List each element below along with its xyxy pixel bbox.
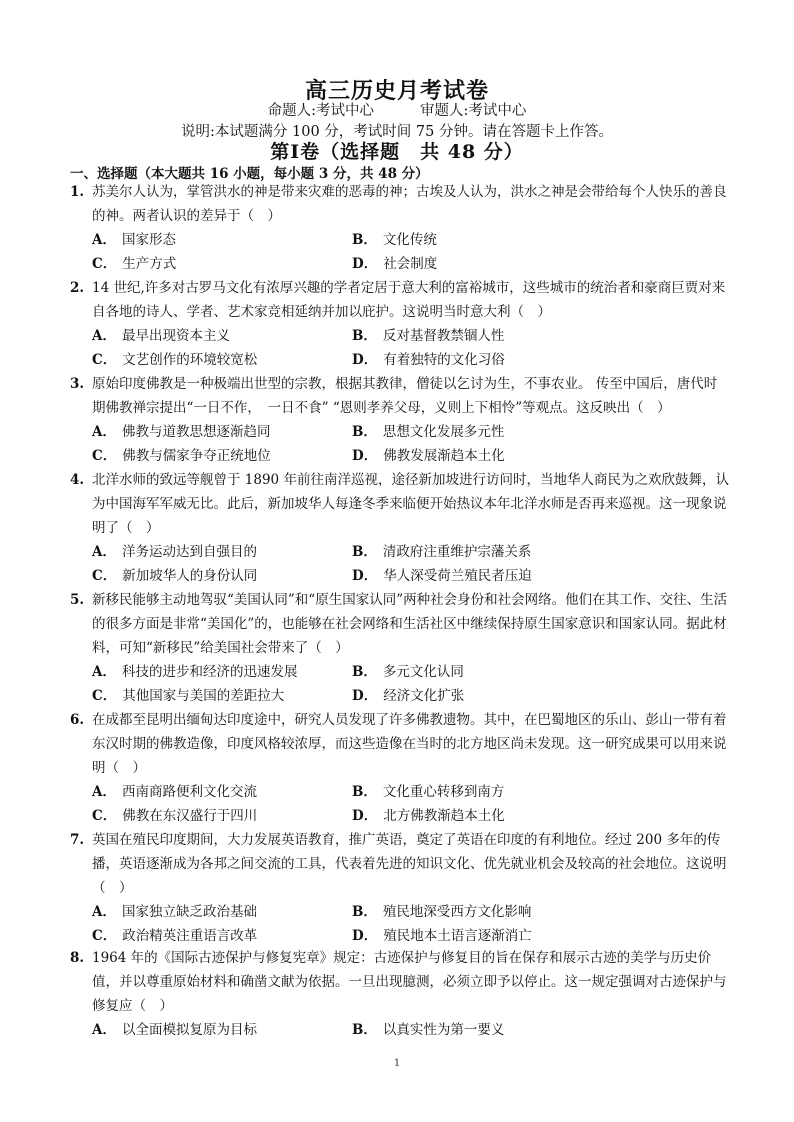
option-d[interactable]: D． 北方佛教渐趋本土化: [352, 808, 505, 824]
option-a[interactable]: A． 西南商路便利文化交流: [92, 784, 257, 800]
question-4: [70, 468, 730, 588]
question-number: 7.: [70, 832, 85, 848]
question-number: 2.: [70, 280, 85, 296]
option-d[interactable]: D． 社会制度: [352, 256, 438, 272]
reviewer-label: 审题人:考试中心: [420, 103, 527, 119]
option-b[interactable]: B． 殖民地深受西方文化影响: [352, 904, 532, 920]
question-number: 6.: [70, 712, 85, 728]
question-number: 8.: [70, 950, 85, 966]
option-b[interactable]: B． 思想文化发展多元性: [352, 424, 505, 440]
question-1: [70, 180, 730, 276]
question-number: 5.: [70, 592, 85, 608]
option-b[interactable]: B． 多元文化认同: [352, 664, 464, 680]
option-d[interactable]: D． 经济文化扩张: [352, 688, 465, 704]
option-b[interactable]: B． 清政府注重维护宗藩关系: [352, 544, 532, 560]
option-b[interactable]: B． 文化重心转移到南方: [352, 784, 505, 800]
question-stem: 原始印度佛教是一种极端出世型的宗教，根据其教律，僧徒以乞讨为生，不事农业。 传至中国后，唐代时期佛教禅宗提出“一日不作， 一日不食” “恩则孝养父母，义则上下相怜”等观点。这反映出（ ）: [92, 376, 718, 416]
question-stem: 北洋水师的致远等舰曾于 1890 年前往南洋巡视，途径新加坡进行访问时，当地华人商民为之欢欣鼓舞，认为中国海军军威无比。此后，新加坡华人每逢冬季来临便开始热议本年北洋水师是否再来巡视。这一现象说明了（ ）: [92, 472, 729, 536]
option-a[interactable]: A． 以全面模拟复原为目标: [92, 1022, 257, 1038]
question-8: [70, 946, 730, 1042]
option-a[interactable]: A． 国家形态: [92, 232, 176, 248]
question-number: 3.: [70, 376, 85, 392]
option-c[interactable]: C． 新加坡华人的身份认同: [92, 568, 258, 584]
question-stem: 新移民能够主动地驾驭“美国认同”和“原生国家认同”两种社会身份和社会网络。他们在其工作、交往、生活的很多方面是非常“美国化”的，也能够在社会网络和生活社区中继续保持原生国家意识和国家认同。据此材料，可知“新移民”给美国社会带来了（ ）: [92, 592, 728, 656]
page-number: 1: [393, 1058, 401, 1069]
option-a[interactable]: A． 最早出现资本主义: [92, 328, 230, 344]
option-c[interactable]: C． 其他国家与美国的差距拉大: [92, 688, 285, 704]
option-d[interactable]: D． 殖民地本土语言逐渐消亡: [352, 928, 532, 944]
option-b[interactable]: B． 文化传统: [352, 232, 437, 248]
option-a[interactable]: A． 国家独立缺乏政治基础: [92, 904, 257, 920]
exam-note: 说明:本试题满分 100 分，考试时间 75 分钟。请在答题卡上作答。: [181, 124, 613, 140]
option-b[interactable]: B． 以真实性为第一要义: [352, 1022, 505, 1038]
question-number: 1.: [70, 184, 85, 200]
option-c[interactable]: C． 生产方式: [92, 256, 177, 272]
question-stem: 14 世纪,许多对古罗马文化有浓厚兴趣的学者定居于意大利的富裕城市，这些城市的统治者和豪商巨贾对来自各地的诗人、学者、艺术家竞相延纳并加以庇护。这说明当时意大利（ ）: [92, 280, 726, 320]
option-a[interactable]: A． 佛教与道教思想逐渐趋同: [92, 424, 271, 440]
exam-authors: [0, 99, 794, 120]
question-stem: 1964 年的《国际古迹保护与修复宪章》规定：古迹保护与修复目的旨在保存和展示古迹的美学与历史价值，并以尊重原始材料和确凿文献为依据。一旦出现臆测，必须立即予以停止。这一规定强调对古迹保护与修复应（ ）: [92, 950, 727, 1014]
option-a[interactable]: A． 洋务运动达到自强目的: [92, 544, 257, 560]
option-c[interactable]: C． 佛教在东汉盛行于四川: [92, 808, 258, 824]
question-7: [70, 828, 730, 948]
option-a[interactable]: A． 科技的进步和经济的迅速发展: [92, 664, 298, 680]
question-stem: 英国在殖民印度期间，大力发展英语教育，推广英语，奠定了英语在印度的有利地位。经过 200 多年的传播，英语逐渐成为各邦之间交流的工具，代表着先进的知识文化、优先就业机会及较高的社会地位。这说明（ ）: [92, 832, 727, 896]
question-5: [70, 588, 730, 708]
section-heading: 一、选择题（本大题共 16 小题，每小题 3 分，共 48 分）: [70, 166, 429, 182]
question-3: [70, 372, 730, 468]
option-c[interactable]: C． 文艺创作的环境较宽松: [92, 352, 258, 368]
option-c[interactable]: C． 佛教与儒家争夺正统地位: [92, 448, 271, 464]
option-d[interactable]: D． 有着独特的文化习俗: [352, 352, 505, 368]
question-2: [70, 276, 730, 372]
question-6: [70, 708, 730, 828]
option-c[interactable]: C． 政治精英注重语言改革: [92, 928, 258, 944]
question-stem: 苏美尔人认为，掌管洪水的神是带来灾难的恶毒的神；古埃及人认为，洪水之神是会带给每个人快乐的善良的神。两者认识的差异于（ ）: [92, 184, 727, 224]
volume-heading: 第Ⅰ卷（选择题 共 48 分）: [270, 141, 524, 163]
question-stem: 在成都至昆明出缅甸达印度途中，研究人员发现了许多佛教遗物。其中，在巴蜀地区的乐山、彭山一带有着东汉时期的佛教造像，印度风格较浓厚，而这些造像在当时的北方地区尚未发现。这一研究成果可以用来说明（ ）: [92, 712, 727, 776]
option-d[interactable]: D． 华人深受荷兰殖民者压迫: [352, 568, 532, 584]
option-b[interactable]: B． 反对基督教禁锢人性: [352, 328, 505, 344]
question-number: 4.: [70, 472, 85, 488]
exam-title: 高三历史月考试卷: [304, 78, 489, 104]
option-d[interactable]: D． 佛教发展渐趋本土化: [352, 448, 505, 464]
author-label: 命题人:考试中心: [267, 103, 374, 119]
